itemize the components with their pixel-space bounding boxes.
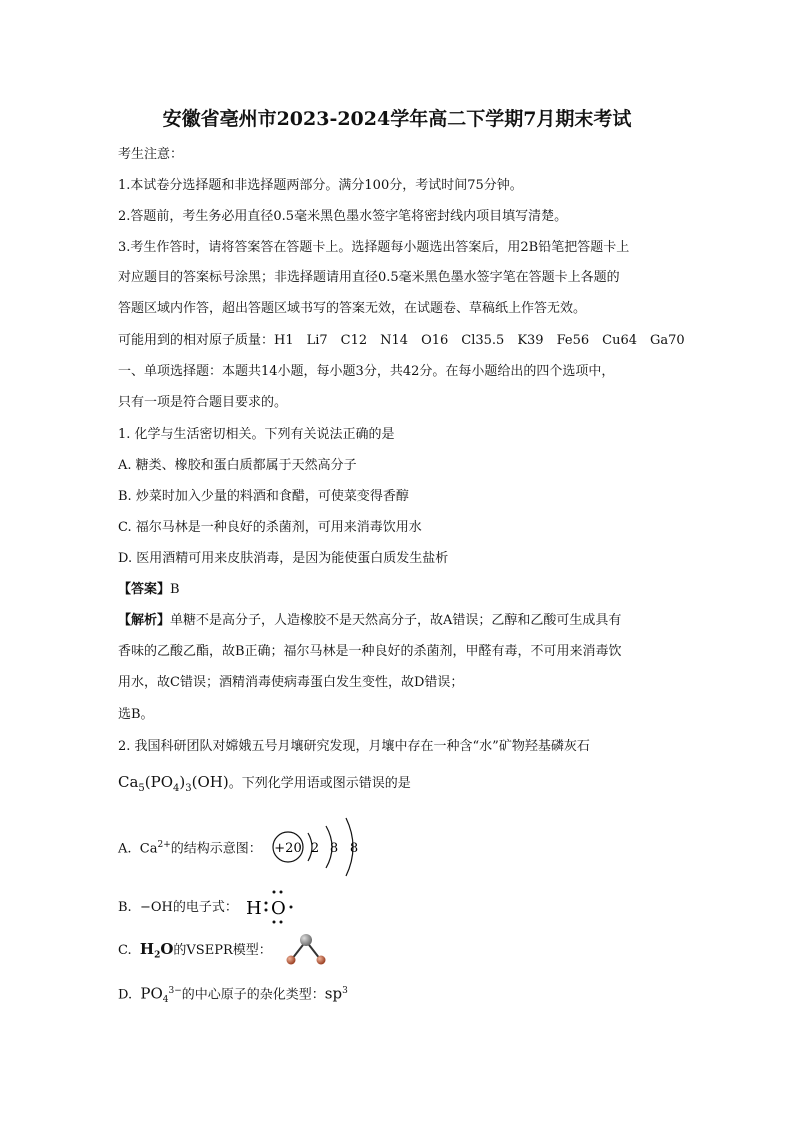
option-d-prefix: D. [118, 987, 133, 1003]
notice-item: 1.本试卷分选择题和非选择题两部分。满分100分，考试时间75分钟。 [118, 178, 523, 193]
formula-po-sub: 4 [173, 783, 180, 794]
analysis-label: 【解析】 [118, 613, 171, 628]
unpaired-electron [290, 906, 293, 909]
option-a-prefix: A. [118, 841, 132, 857]
h-atom: H [246, 898, 262, 919]
answer-value: B [170, 582, 180, 597]
option-d-desc: 的中心原子的杂化类型： [181, 987, 325, 1003]
q2-stem-tail: 。下列化学用语或图示错误的是 [228, 776, 411, 791]
analysis-text: 单糖不是高分子，人造橡胶不是天然高分子，故A错误；乙醇和乙酸可生成具有 [170, 613, 622, 628]
answer-label: 【答案】 [118, 582, 171, 597]
formula-po-close: ) [179, 773, 186, 791]
hydroxyl-electron-dot-formula [244, 886, 304, 926]
q1-option-a: A. 糖类、橡胶和蛋白质都属于天然高分子 [118, 458, 357, 473]
q2-stem: 2. 我国科研团队对嫦娥五号月壤研究发现，月壤中存在一种含“水”矿物羟基磷灰石 [118, 739, 590, 754]
lone-electron [273, 891, 276, 894]
option-c-desc: 的VSEPR模型： [173, 943, 272, 958]
water-h-sub: 2 [154, 950, 161, 961]
notice-item: 答题区域内作答，超出答题区域书写的答案无效，在试题卷、草稿纸上作答无效。 [118, 301, 587, 316]
option-b-prefix: B. [118, 900, 132, 915]
q1-analysis-line: 用水，故C错误；酒精消毒使病毒蛋白发生变性，故D错误； [118, 675, 464, 690]
formula-ca-sub: 5 [138, 783, 145, 794]
phosphate-charge: 3− [168, 986, 182, 996]
q1-analysis-line: 选B。 [118, 707, 154, 722]
shell-electrons-2: 8 [329, 841, 339, 856]
lone-electron [280, 921, 283, 924]
bond-electron [265, 909, 268, 912]
phosphate-sub: 4 [162, 994, 169, 1005]
outer-atom-ball [317, 956, 326, 965]
section-heading-cont: 只有一项是符合题目要求的。 [118, 395, 288, 410]
lone-electron [273, 921, 276, 924]
ca-ion: Ca [139, 841, 158, 857]
q1-option-c: C. 福尔马林是一种良好的杀菌剂，可用来消毒饮用水 [118, 520, 422, 535]
section-heading: 一、单项选择题：本题共14小题，每小题3分，共42分。在每小题给出的四个选项中， [118, 364, 615, 379]
formula-oh: (OH) [191, 773, 229, 791]
water-vsepr-model [282, 930, 332, 968]
shell-electrons-1: 2 [310, 841, 320, 856]
q2-option-a [118, 834, 262, 860]
outer-atom-ball [287, 956, 296, 965]
shell-electrons-3: 8 [349, 841, 359, 856]
water-h: H [139, 940, 155, 958]
formula-ca: Ca [118, 773, 139, 791]
bond-electron [265, 902, 268, 905]
formula-po-count: 3 [185, 783, 192, 794]
phosphate-ion: PO [140, 984, 163, 1003]
option-c-prefix: C. [118, 943, 132, 958]
q2-formula-line [118, 770, 411, 801]
notice-item: 3.考生作答时，请将答案答在答题卡上。选择题每小题选出答案后，用2B铅笔把答题卡上 [118, 240, 630, 255]
q1-analysis [118, 611, 621, 631]
q1-answer [118, 580, 180, 600]
q1-analysis-line: 香味的乙酸乙酯，故B正确；福尔马林是一种良好的杀菌剂，甲醛有毒，不可用来消毒饮 [118, 644, 622, 659]
notice-item: 对应题目的答案标号涂黑；非选择题请用直径0.5毫米黑色墨水签字笔在答题卡上各题的 [118, 270, 620, 285]
o-atom: O [271, 898, 286, 919]
option-a-desc: 的结构示意图： [170, 841, 262, 857]
atomic-masses: 可能用到的相对原子质量：H1 Li7 C12 N14 O16 Cl35.5 K39 Fe56 Cu64 Ga70 [118, 333, 685, 348]
ca-ion-structure-diagram [270, 814, 370, 880]
q1-option-b: B. 炒菜时加入少量的料酒和食醋，可使菜变得香醇 [118, 489, 409, 504]
q1-stem: 1. 化学与生活密切相关。下列有关说法正确的是 [118, 427, 395, 442]
lone-electron [280, 891, 283, 894]
q2-option-b [118, 897, 238, 919]
nucleus-charge: +20 [274, 841, 302, 856]
center-atom-ball [300, 934, 312, 946]
ca-charge: 2+ [157, 840, 171, 850]
q2-option-d [118, 980, 348, 1011]
option-b-desc: −OH的电子式： [139, 900, 238, 915]
q2-option-c [118, 938, 272, 967]
notice-heading: 考生注意： [118, 147, 184, 162]
hybridization: sp [324, 984, 343, 1003]
formula-po: (PO [144, 773, 174, 791]
notice-item: 2.答题前，考生务必用直径0.5毫米黑色墨水签字笔将密封线内项目填写清楚。 [118, 209, 568, 224]
q1-option-d: D. 医用酒精可用来皮肤消毒，是因为能使蛋白质发生盐析 [118, 551, 449, 566]
water-o: O [160, 940, 174, 958]
page-title: 安徽省亳州市2023-2024学年高二下学期7月期末考试 [162, 108, 632, 130]
hybridization-sup: 3 [342, 986, 348, 996]
